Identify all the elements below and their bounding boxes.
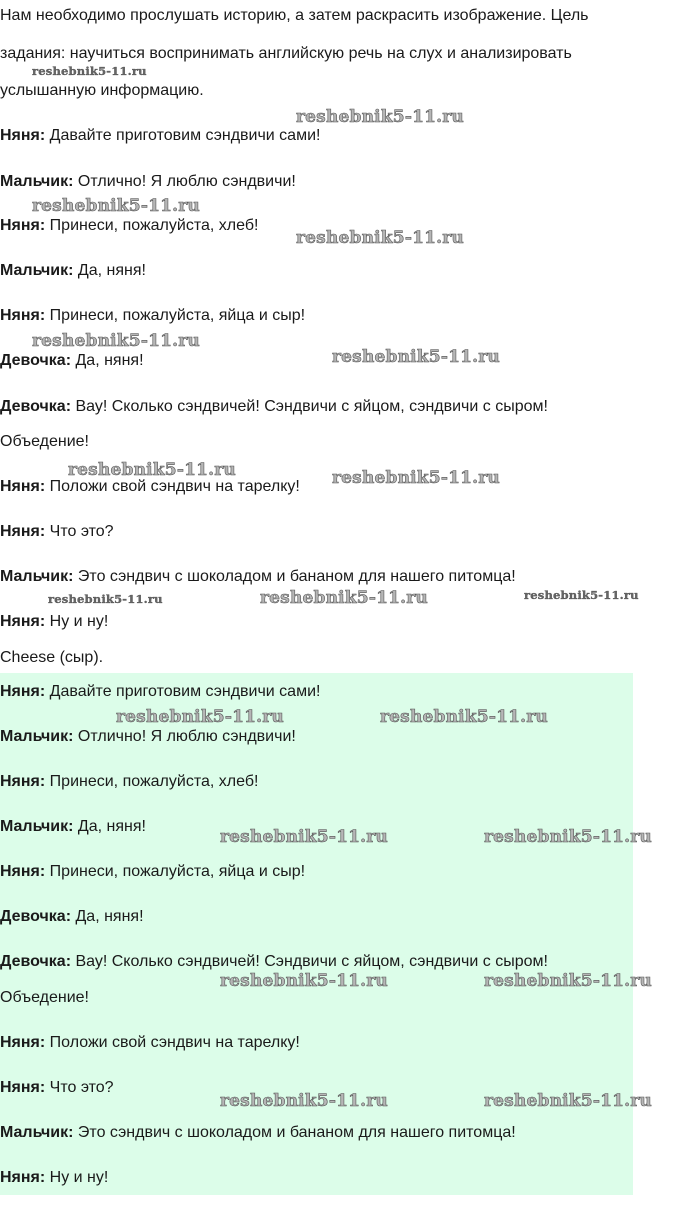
- intro-line-3: услышанную информацию.: [0, 82, 204, 99]
- dialogue-text: Что это?: [45, 523, 114, 540]
- watermark: reshebnik5-11.ru: [484, 971, 652, 991]
- story-line: [0, 306, 305, 326]
- dialogue-text: Принеси, пожалуйста, яйца и сыр!: [45, 307, 306, 324]
- story-line: [0, 477, 300, 497]
- answer-line: [0, 1033, 300, 1053]
- watermark: reshebnik5-11.ru: [32, 196, 200, 216]
- dialogue-text: Положи свой сэндвич на тарелку!: [45, 1034, 300, 1051]
- watermark: reshebnik5-11.ru: [32, 331, 200, 351]
- dialogue-text: Да, няня!: [71, 908, 144, 925]
- intro-line-1: Нам необходимо прослушать историю, а затем раскрасить изображение. Цель: [0, 7, 589, 24]
- dialogue-text: Давайте приготовим сэндвичи сами!: [45, 683, 321, 700]
- speaker-name: Няня:: [0, 478, 46, 495]
- dialogue-text: Ну и ну!: [45, 613, 109, 630]
- answer-block: [0, 673, 633, 1195]
- dialogue-text: Да, няня!: [73, 818, 146, 835]
- speaker-name: Няня:: [0, 307, 46, 324]
- watermark: reshebnik5-11.ru: [220, 971, 388, 991]
- watermark: reshebnik5-11.ru: [220, 827, 388, 847]
- dialogue-text: Ну и ну!: [45, 1169, 109, 1186]
- speaker-name: Мальчик:: [0, 173, 74, 190]
- dialogue-text: Принеси, пожалуйста, яйца и сыр!: [45, 863, 306, 880]
- speaker-name: Мальчик:: [0, 262, 74, 279]
- watermark: reshebnik5-11.ru: [220, 1091, 388, 1111]
- watermark: reshebnik5-11.ru: [116, 707, 284, 727]
- speaker-name: Мальчик:: [0, 818, 74, 835]
- speaker-name: Мальчик:: [0, 1124, 74, 1141]
- watermark: reshebnik5-11.ru: [260, 588, 428, 608]
- speaker-name: Няня:: [0, 613, 46, 630]
- speaker-name: Няня:: [0, 127, 46, 144]
- watermark: reshebnik5-11.ru: [32, 64, 147, 78]
- story-line: [0, 397, 548, 417]
- dialogue-text: Давайте приготовим сэндвичи сами!: [45, 127, 321, 144]
- watermark: reshebnik5-11.ru: [380, 707, 548, 727]
- watermark: reshebnik5-11.ru: [484, 1091, 652, 1111]
- answer-line: [0, 772, 258, 792]
- answer-line: [0, 1168, 108, 1188]
- watermark: reshebnik5-11.ru: [296, 107, 464, 127]
- dialogue-text: Это сэндвич с шоколадом и бананом для нашего питомца!: [73, 568, 516, 585]
- answer-line: [0, 1123, 516, 1143]
- dialogue-text: Вау! Сколько сэндвичей! Сэндвичи с яйцом, сэндвичи с сыром!: [71, 953, 548, 970]
- watermark: reshebnik5-11.ru: [332, 347, 500, 367]
- speaker-name: Няня:: [0, 523, 46, 540]
- answer-word: Cheese (сыр).: [0, 649, 104, 666]
- story-line: [0, 522, 114, 542]
- speaker-name: Няня:: [0, 863, 46, 880]
- speaker-name: Няня:: [0, 1034, 46, 1051]
- speaker-name: Няня:: [0, 217, 46, 234]
- watermark: reshebnik5-11.ru: [296, 228, 464, 248]
- story-line: [0, 216, 258, 236]
- speaker-name: Девочка:: [0, 953, 72, 970]
- speaker-name: Мальчик:: [0, 568, 74, 585]
- watermark: reshebnik5-11.ru: [524, 588, 639, 602]
- dialogue-text: Положи свой сэндвич на тарелку!: [45, 478, 300, 495]
- story-line: [0, 432, 89, 452]
- watermark: reshebnik5-11.ru: [68, 460, 236, 480]
- watermark: reshebnik5-11.ru: [484, 827, 652, 847]
- dialogue-text: Да, няня!: [71, 352, 144, 369]
- dialogue-text: Вау! Сколько сэндвичей! Сэндвичи с яйцом, сэндвичи с сыром!: [71, 398, 548, 415]
- answer-line: [0, 952, 548, 972]
- speaker-name: Девочка:: [0, 908, 72, 925]
- story-line: [0, 351, 144, 371]
- story-line: [0, 126, 320, 146]
- speaker-name: Няня:: [0, 1079, 46, 1096]
- dialogue-text: Это сэндвич с шоколадом и бананом для нашего питомца!: [73, 1124, 516, 1141]
- story-line: [0, 261, 146, 281]
- answer-line: [0, 862, 305, 882]
- watermark: reshebnik5-11.ru: [332, 468, 500, 488]
- dialogue-text: Принеси, пожалуйста, хлеб!: [45, 773, 259, 790]
- answer-line: [0, 907, 144, 927]
- answer-line: [0, 1078, 114, 1098]
- dialogue-text: Да, няня!: [73, 262, 146, 279]
- speaker-name: Девочка:: [0, 398, 72, 415]
- intro-line-2: задания: научиться воспринимать английскую речь на слух и анализировать: [0, 45, 572, 62]
- dialogue-text: Объедение!: [0, 989, 89, 1006]
- answer-line: [0, 727, 296, 747]
- speaker-name: Мальчик:: [0, 728, 74, 745]
- speaker-name: Няня:: [0, 1169, 46, 1186]
- dialogue-text: Отлично! Я люблю сэндвичи!: [73, 173, 296, 190]
- dialogue-text: Отлично! Я люблю сэндвичи!: [73, 728, 296, 745]
- dialogue-text: Объедение!: [0, 433, 89, 450]
- answer-line: [0, 682, 320, 702]
- answer-line: [0, 817, 146, 837]
- dialogue-text: Что это?: [45, 1079, 114, 1096]
- watermark: reshebnik5-11.ru: [48, 592, 163, 606]
- speaker-name: Девочка:: [0, 352, 72, 369]
- story-line: [0, 612, 108, 632]
- answer-line: [0, 988, 89, 1008]
- story-line: [0, 567, 516, 587]
- speaker-name: Няня:: [0, 683, 46, 700]
- story-line: [0, 172, 296, 192]
- speaker-name: Няня:: [0, 773, 46, 790]
- dialogue-text: Принеси, пожалуйста, хлеб!: [45, 217, 259, 234]
